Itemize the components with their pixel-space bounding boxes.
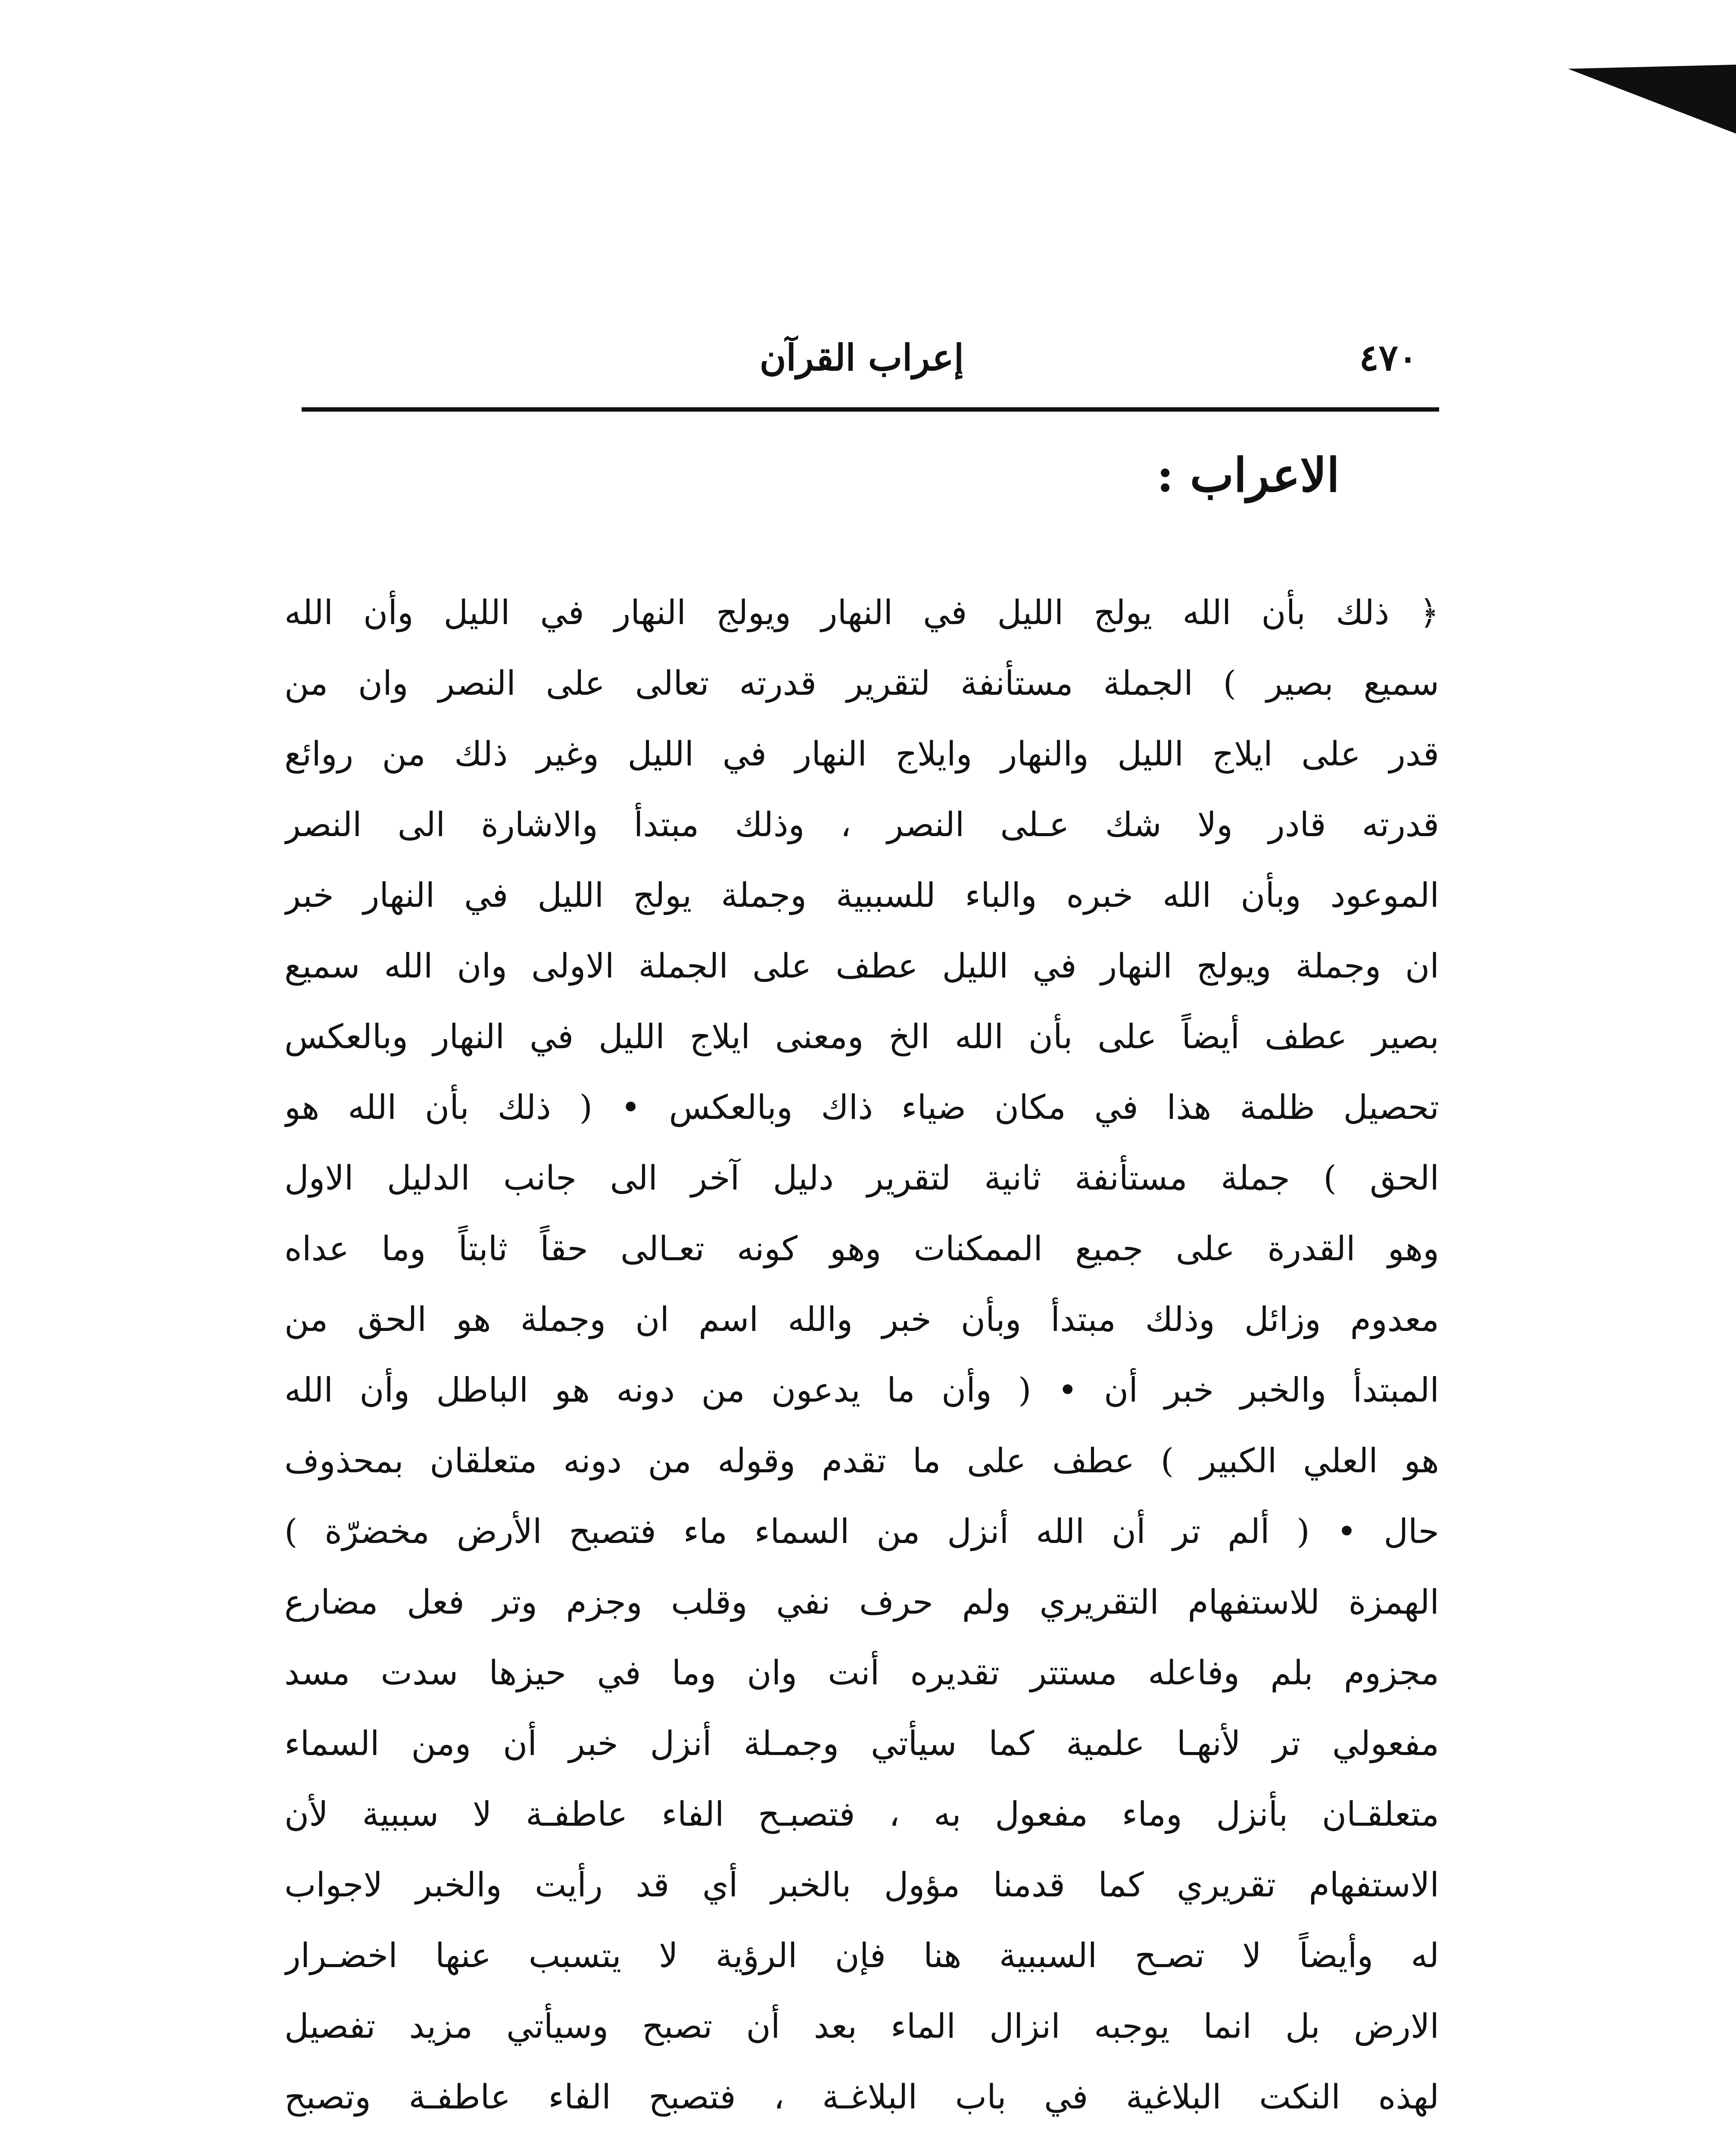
page-number: ٤٧٠ — [1359, 336, 1418, 379]
text-line: مجزوم بلم وفاعله مستتر تقديره أنت وان وما في حيزها سدت مسد — [284, 1654, 1439, 1693]
running-title: إعراب القرآن — [759, 336, 964, 379]
text-line: له وأيضاً لا تصـح السببية هنا فإن الرؤية لا يتسبب عنها اخضـرار — [284, 1936, 1439, 1975]
text-line: قدر على ايلاج الليل والنهار وايلاج النهار في الليل وغير ذلك من روائع — [284, 735, 1439, 774]
page-header — [302, 328, 1439, 414]
text-line: الموعود وبأن الله خبره والباء للسببية وجملة يولج الليل في النهار خبر — [284, 876, 1439, 915]
text-line: سميع بصير ) الجملة مستأنفة لتقرير قدرته تعالى على النصر وان من — [284, 664, 1439, 703]
header-rule — [302, 407, 1439, 412]
text-line: الحق ) جملة مستأنفة ثانية لتقرير دليل آخر الى جانب الدليل الاول — [284, 1159, 1439, 1198]
text-line: معدوم وزائل وذلك مبتدأ وبأن خبر والله اسم ان وجملة هو الحق من — [284, 1300, 1439, 1339]
text-line: لهذه النكت البلاغية في باب البلاغـة ، فتصبح الفاء عاطفـة وتصبح — [284, 2078, 1439, 2117]
text-line: المبتدأ والخبر خبر أن • ( وأن ما يدعون من دونه هو الباطل وأن الله — [284, 1371, 1439, 1410]
text-line: قدرته قادر ولا شك عـلى النصر ، وذلك مبتدأ والاشارة الى النصر — [284, 806, 1439, 844]
text-line: تحصيل ظلمة هذا في مكان ضياء ذاك وبالعكس • ( ذلك بأن الله هو — [284, 1088, 1439, 1127]
text-line: حال • ( ألم تر أن الله أنزل من السماء ماء فتصبح الأرض مخضرّة ) — [284, 1512, 1439, 1551]
text-line: الهمزة للاستفهام التقريري ولم حرف نفي وقلب وجزم وتر فعل مضارع — [284, 1583, 1439, 1622]
text-line: مفعولي تر لأنهـا علمية كما سيأتي وجمـلة أنزل خبر أن ومن السماء — [284, 1724, 1439, 1763]
scan-edge-mark — [1568, 65, 1736, 134]
text-line: الاستفهام تقريري كما قدمنا مؤول بالخبر أي قد رأيت والخبر لاجواب — [284, 1866, 1439, 1905]
body-text — [284, 578, 1439, 2133]
text-line: ﴿ ذلك بأن الله يولج الليل في النهار ويولج النهار في الليل وأن الله — [284, 593, 1439, 632]
section-heading: الاعراب : — [1156, 448, 1340, 503]
text-line: ان وجملة ويولج النهار في الليل عطف على الجملة الاولى وان الله سميع — [284, 947, 1439, 986]
text-line: بصير عطف أيضاً على بأن الله الخ ومعنى ايلاج الليل في النهار وبالعكس — [284, 1018, 1439, 1056]
text-line: وهو القدرة على جميع الممكنات وهو كونه تعـالى حقاً ثابتاً وما عداه — [284, 1230, 1439, 1268]
text-line: الارض بل انما يوجبه انزال الماء بعد أن تصبح وسيأتي مزيد تفصيل — [284, 2007, 1439, 2046]
text-line: هو العلي الكبير ) عطف على ما تقدم وقوله من دونه متعلقان بمحذوف — [284, 1442, 1439, 1480]
text-line: متعلقـان بأنزل وماء مفعول به ، فتصبـح الفاء عاطفـة لا سببية لأن — [284, 1795, 1439, 1834]
